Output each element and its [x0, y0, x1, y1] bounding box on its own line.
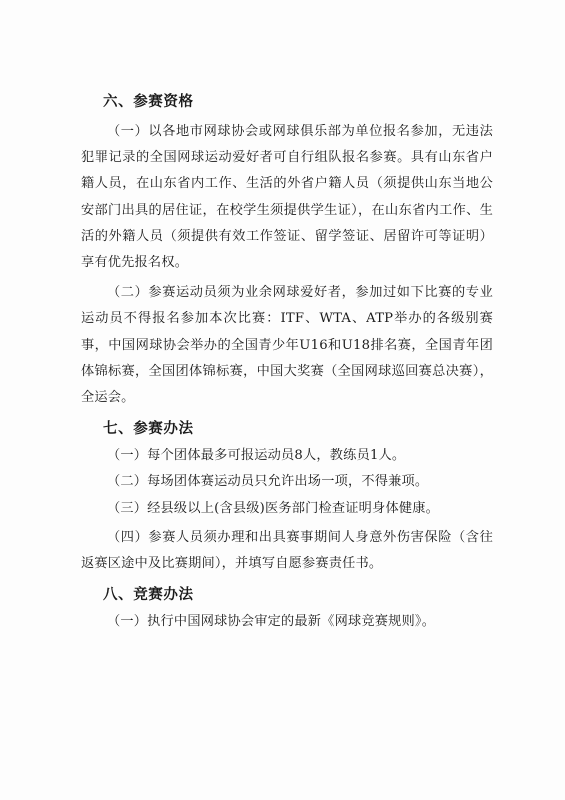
- entry-method-paragraph-4: （四）参赛人员须办理和出具赛事期间人身意外伤害保险（含往返赛区途中及比赛期间），并填写自愿参赛责任书。: [81, 529, 493, 572]
- document-body: [81, 88, 493, 635]
- entry-method-item-3: （三）经县级以上(含县级)医务部门检查证明身体健康。: [107, 500, 439, 516]
- section-heading-eligibility: 六、参赛资格: [103, 94, 194, 110]
- eligibility-paragraph-2: （二）参赛运动员须为业余网球爱好者，参加过如下比赛的专业运动员不得报名参加本次比赛：ITF、WTA、ATP举办的各级别赛事，中国网球协会举办的全国青少年U16和U18排名赛，全国青年团体锦标赛，全国团体锦标赛，中国大奖赛（全国网球巡回赛总决赛），全运会。: [81, 285, 493, 406]
- section-heading-competition-method: 八、竞赛办法: [103, 587, 194, 604]
- entry-method-item-1: （一）每个团体最多可报运动员8人，教练员1人。: [107, 448, 406, 464]
- section-heading-entry-method: 七、参赛办法: [103, 421, 194, 438]
- competition-method-item-1: （一）执行中国网球协会审定的最新《网球竞赛规则》。: [107, 614, 436, 630]
- entry-method-item-2: （二）每场团体赛运动员只允许出场一项，不得兼项。: [107, 474, 429, 490]
- eligibility-paragraph-1: （一）以各地市网球协会或网球俱乐部为单位报名参加，无违法犯罪记录的全国网球运动爱好者可自行组队报名参赛。具有山东省户籍人员，在山东省内工作、生活的外省户籍人员（须提供山东当地公安部门出具的居住证，在校学生须提供学生证），在山东省内工作、生活的外籍人员（须提供有效工作签证、留学签证、居留许可等证明）享有优先报名权。: [81, 124, 493, 271]
